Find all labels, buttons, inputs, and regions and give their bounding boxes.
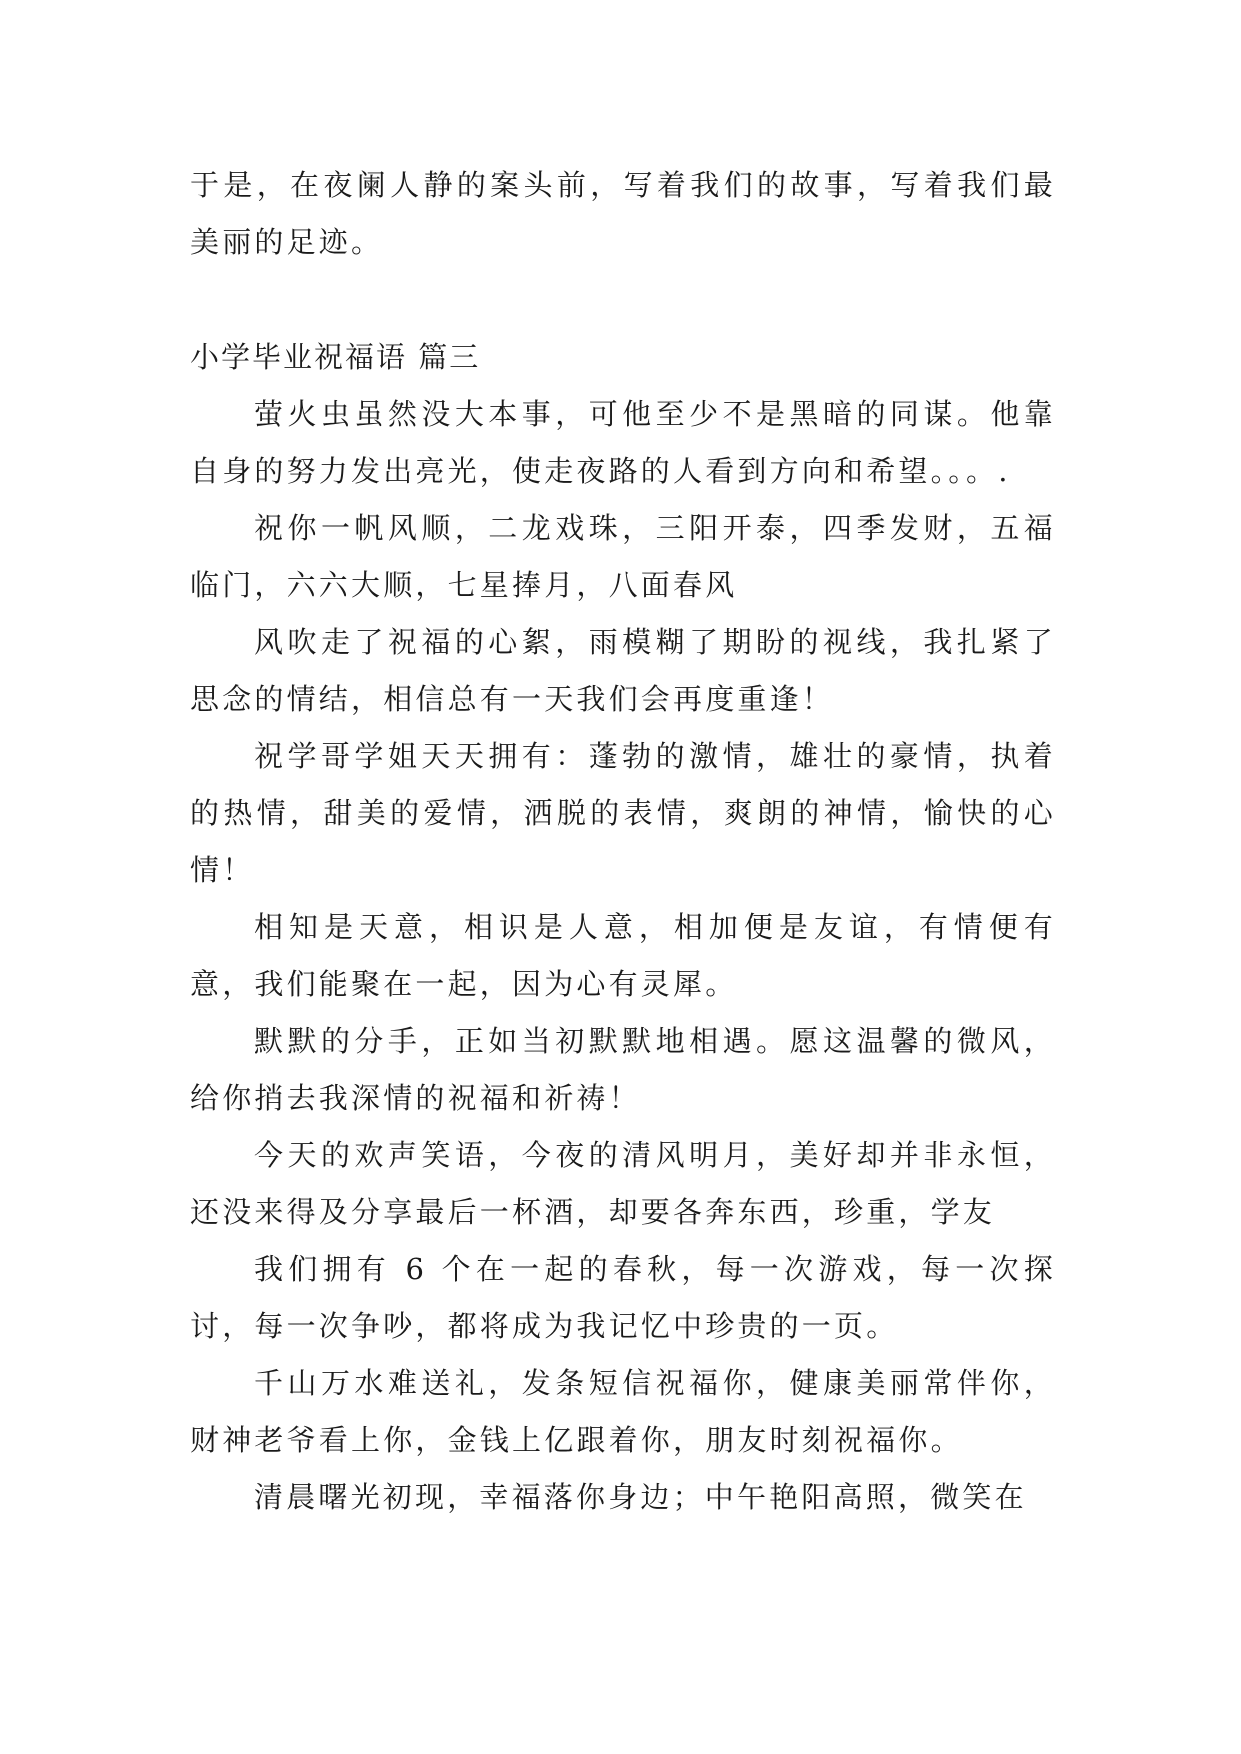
intro-paragraph: 于是，在夜阑人静的案头前，写着我们的故事，写着我们最美丽的足迹。 xyxy=(190,168,1056,259)
paragraph: 默默的分手，正如当初默默地相遇。愿这温馨的微风，给你捎去我深情的祝福和祈祷！ xyxy=(190,1024,1056,1115)
paragraph: 我们拥有 6 个在一起的春秋，每一次游戏，每一次探讨，每一次争吵，都将成为我记忆中珍贵的一页。 xyxy=(190,1252,1056,1343)
paragraph: 今天的欢声笑语，今夜的清风明月，美好却并非永恒，还没来得及分享最后一杯酒，却要各奔东西，珍重，学友 xyxy=(190,1138,1056,1229)
document-body xyxy=(190,157,1056,1526)
paragraph: 风吹走了祝福的心絮，雨模糊了期盼的视线，我扎紧了思念的情结，相信总有一天我们会再度重逢！ xyxy=(190,625,1056,716)
paragraph: 祝你一帆风顺，二龙戏珠，三阳开泰，四季发财，五福临门，六六大顺，七星捧月，八面春风 xyxy=(190,511,1056,602)
paragraph: 萤火虫虽然没大本事，可他至少不是黑暗的同谋。他靠自身的努力发出亮光，使走夜路的人看到方向和希望。。。. xyxy=(190,397,1056,488)
paragraph: 祝学哥学姐天天拥有：蓬勃的激情，雄壮的豪情，执着的热情，甜美的爱情，洒脱的表情，爽朗的神情，愉快的心情！ xyxy=(190,739,1056,887)
section-heading: 小学毕业祝福语 篇三 xyxy=(190,340,481,374)
paragraph: 千山万水难送礼，发条短信祝福你，健康美丽常伴你，财神老爷看上你，金钱上亿跟着你，朋友时刻祝福你。 xyxy=(190,1366,1056,1457)
paragraph: 清晨曙光初现，幸福落你身边；中午艳阳高照，微笑在 xyxy=(254,1480,1027,1514)
paragraph: 相知是天意，相识是人意，相加便是友谊，有情便有意，我们能聚在一起，因为心有灵犀。 xyxy=(190,910,1056,1001)
